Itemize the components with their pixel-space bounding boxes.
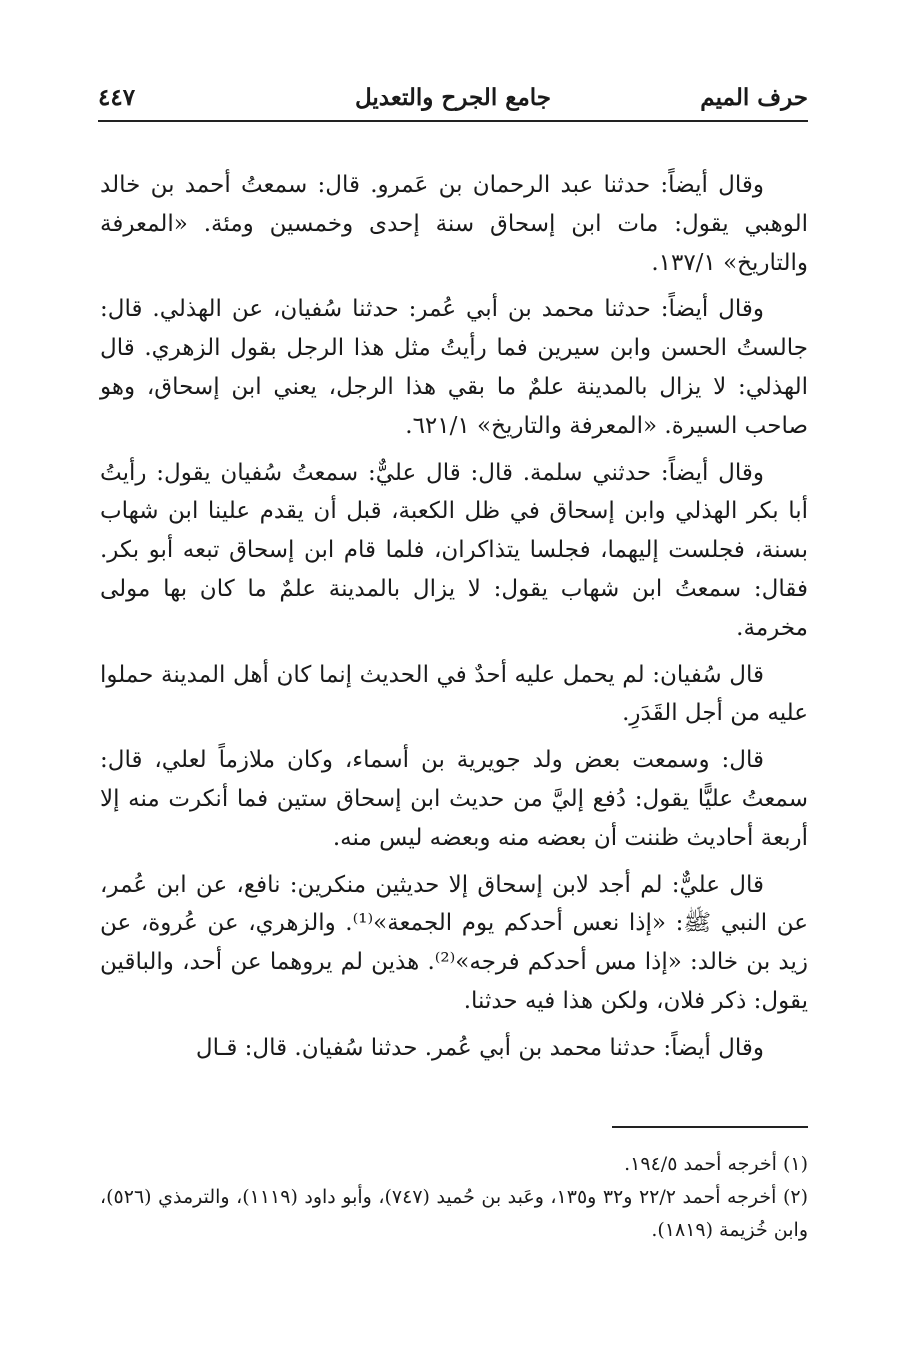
running-header <box>98 78 808 116</box>
page-number: ٤٤٧ <box>98 84 136 111</box>
paragraph: قال: وسمعت بعض ولد جويرية بن أسماء، وكان ملازماً لعلي، قال: سمعتُ عليًّا يقول: دُفع إليَّ من حديث ابن إسحاق ستين فما أنكرت منه إلا أربعة أحاديث ظننت أن بعضه منه وبعضه ليس منه. <box>100 747 808 851</box>
paragraph: قال عليٌّ: لم أجد لابن إسحاق إلا حديثين منكرين: نافع، عن ابن عُمر، عن النبي ﷺ: «إذا نعس أحدكم يوم الجمعة»⁽¹⁾. والزهري، عن عُروة، عن زيد بن خالد: «إذا مس أحدكم فرجه»⁽²⁾. هذين لم يروهما عن أحد، والباقين يقول: ذكر فلان، ولكن هذا فيه حدثنا. <box>100 871 808 1014</box>
footnote: (١) أخرجه أحمد ١٩٤/٥. <box>624 1153 808 1175</box>
chapter-title: حرف الميم <box>700 84 808 111</box>
main-text <box>100 166 808 1068</box>
book-title: جامع الجرح والتعديل <box>354 84 552 111</box>
footnote: (٢) أخرجه أحمد ٢٢/٢ و٣٢ و١٣٥، وعَبد بن حُميد (٧٤٧)، وأبو داود (١١١٩)، والترمذي (٥٢٦)، وابن خُزيمة (١٨١٩). <box>100 1186 808 1241</box>
header-divider <box>98 120 808 122</box>
footnotes <box>100 1148 808 1247</box>
paragraph: وقال أيضاً: حدثنا عبد الرحمان بن عَمرو. قال: سمعتُ أحمد بن خالد الوهبي يقول: مات ابن إسحاق سنة إحدى وخمسين ومئة. «المعرفة والتاريخ» ١٣٧/١. <box>100 172 808 276</box>
paragraph: وقال أيضاً: حدثنا محمد بن أبي عُمر. حدثنا سُفيان. قال: قـال <box>195 1034 764 1061</box>
paragraph: وقال أيضاً: حدثنا محمد بن أبي عُمر: حدثنا سُفيان، عن الهذلي. قال: جالستُ الحسن وابن سيرين فما رأيتُ مثل هذا الرجل بقول الزهري. قال الهذلي: لا يزال بالمدينة علمٌ ما بقي هذا الرجل، يعني ابن إسحاق، وهو صاحب السيرة. «المعرفة والتاريخ» ٦٢١/١. <box>100 296 808 439</box>
paragraph: قال سُفيان: لم يحمل عليه أحدٌ في الحديث إنما كان أهل المدينة حملوا عليه من أجل القَدَرِ. <box>100 661 808 727</box>
footnote-divider <box>612 1126 808 1128</box>
paragraph: وقال أيضاً: حدثني سلمة. قال: قال عليٌّ: سمعتُ سُفيان يقول: رأيتُ أبا بكر الهذلي وابن إسحاق في ظل الكعبة، قبل أن يقدم علينا ابن شهاب بسنة، فجلست إليهما، فجلسا يتذاكران، فلما قام ابن إسحاق تبعه أبو بكر. فقال: سمعتُ ابن شهاب يقول: لا يزال بالمدينة علمٌ ما كان بها مولى مخرمة. <box>100 459 808 641</box>
